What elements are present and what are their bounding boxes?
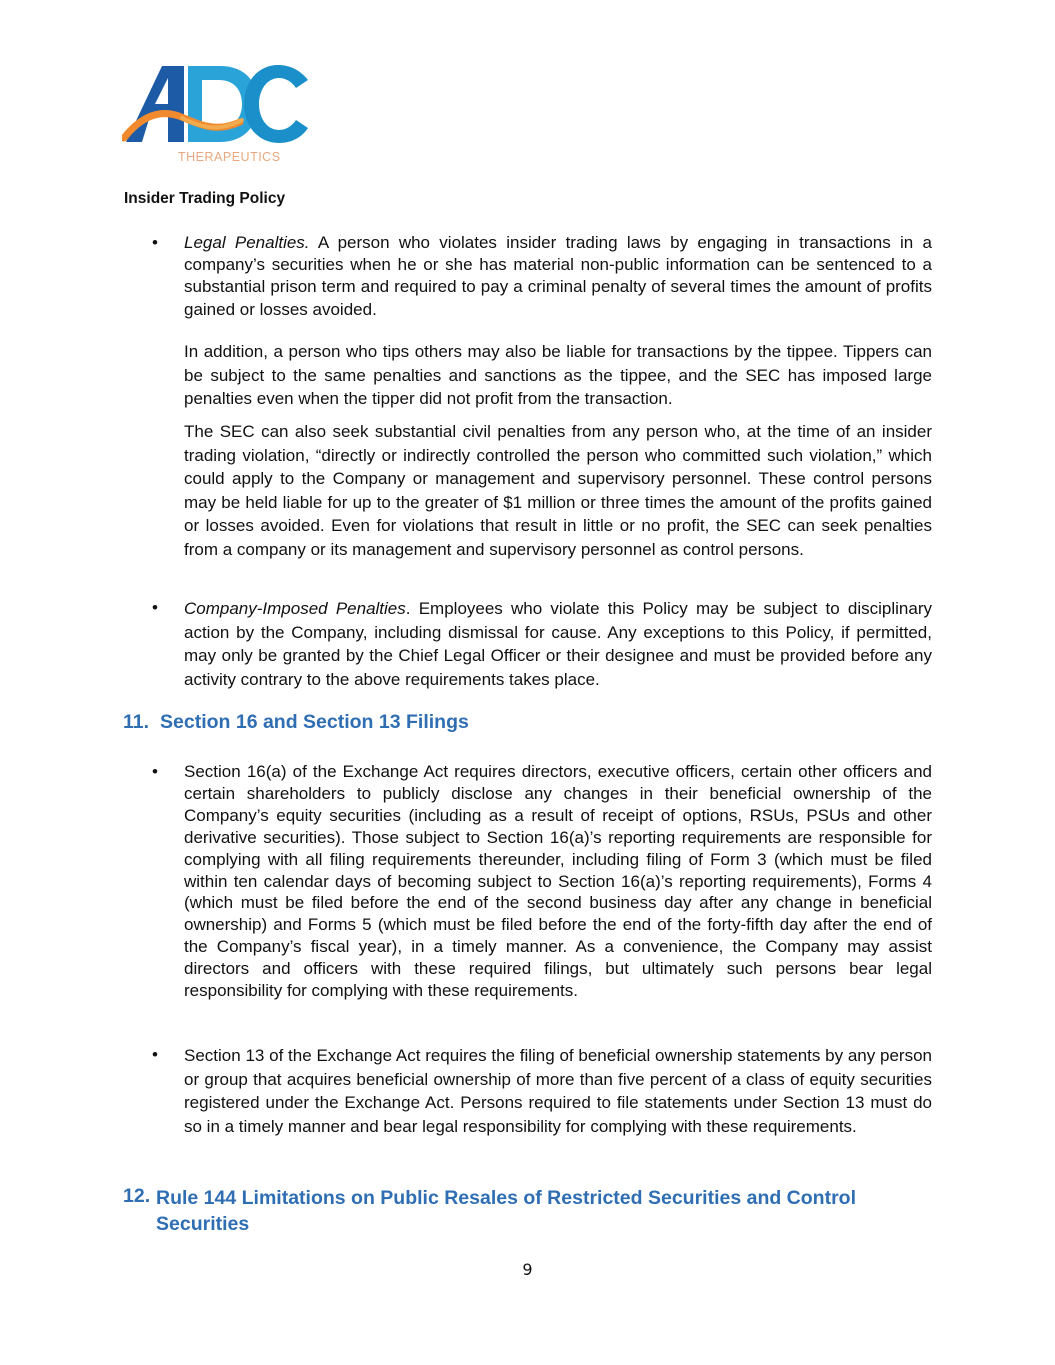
legal-penalties-paragraph <box>184 232 932 321</box>
bullet-icon: • <box>152 1045 158 1064</box>
legal-penalties-text: A person who violates insider trading laws by engaging in transactions in a company’s securities when he or she has material non-public information can be sentenced to a substantial prison term and required to pay a criminal penalty of several times the amount of profits gained or losses avoided. <box>184 233 932 319</box>
section-11-title: Section 16 and Section 13 Filings <box>160 711 469 733</box>
section-16-paragraph: Section 16(a) of the Exchange Act requires directors, executive officers, certain other officers and certain shareholders to publicly disclose any changes in their beneficial ownership of the Company’s equity securities (including as a result of receipt of options, RSUs, PSUs and other derivative securities). Those subject to Section 16(a)’s reporting requirements are responsible for complying with all filing requirements thereunder, including filing of Form 3 (which must be filed within ten calendar days of becoming subject to Section 16(a)’s reporting requirements), Forms 4 (which must be filed before the end of the second business day after any change in beneficial ownership) and Forms 5 (which must be filed before the end of the forty-fifth day after the end of the Company’s fiscal year), in a timely manner. As a convenience, the Company may assist directors and officers with these required filings, but ultimately such persons bear legal responsibility for complying with these requirements. <box>184 762 932 1001</box>
tippee-paragraph: In addition, a person who tips others may also be liable for transactions by the tippee. Tippers can be subject to the same penalties and sanctions as the tippee, and the SEC has imposed large penalties even when the tipper did not profit from the transaction. <box>184 342 932 408</box>
section-13-paragraph: Section 13 of the Exchange Act requires the filing of beneficial ownership statements by any person or group that acquires beneficial ownership of more than five percent of a class of equity securities registered under the Exchange Act. Persons required to file statements under Section 13 must do so in a timely manner and bear legal responsibility for complying with these requirements. <box>184 1046 932 1136</box>
document-title: Insider Trading Policy <box>124 190 286 207</box>
bullet-icon: • <box>152 762 158 781</box>
section-11-number: 11. <box>123 711 150 733</box>
company-penalties-paragraph <box>184 597 932 691</box>
section-12-title: Rule 144 Limitations on Public Resales of Restricted Securities and Control Securities <box>156 1187 857 1235</box>
company-penalties-text: . Employees who violate this Policy may be subject to disciplinary action by the Company, including dismissal for cause. Any exceptions to this Policy, if permitted, may only be granted by the Chief Legal Officer or their designee and must be provided before any activity contrary to the above requirements takes place. <box>184 599 932 689</box>
logo-subtext: THERAPEUTICS <box>178 150 281 164</box>
legal-penalties-lead: Legal Penalties. <box>184 233 310 252</box>
company-penalties-lead: Company-Imposed Penalties <box>184 599 406 618</box>
sec-civil-penalties-paragraph: The SEC can also seek substantial civil penalties from any person who, at the time of an insider trading violation, “directly or indirectly controlled the person who committed such violation,” which could apply to the Company or management and supervisory personnel. These control persons may be held liable for up to the greater of $1 million or three times the amount of the profits gained or losses avoided. Even for violations that result in little or no profit, the SEC can seek penalties from a company or its management and supervisory personnel as control persons. <box>184 422 932 559</box>
adc-therapeutics-logo <box>122 60 312 170</box>
section-12-number: 12. <box>123 1185 151 1207</box>
bullet-icon: • <box>152 233 158 252</box>
bullet-icon: • <box>152 598 158 617</box>
page-number: 9 <box>522 1260 533 1279</box>
